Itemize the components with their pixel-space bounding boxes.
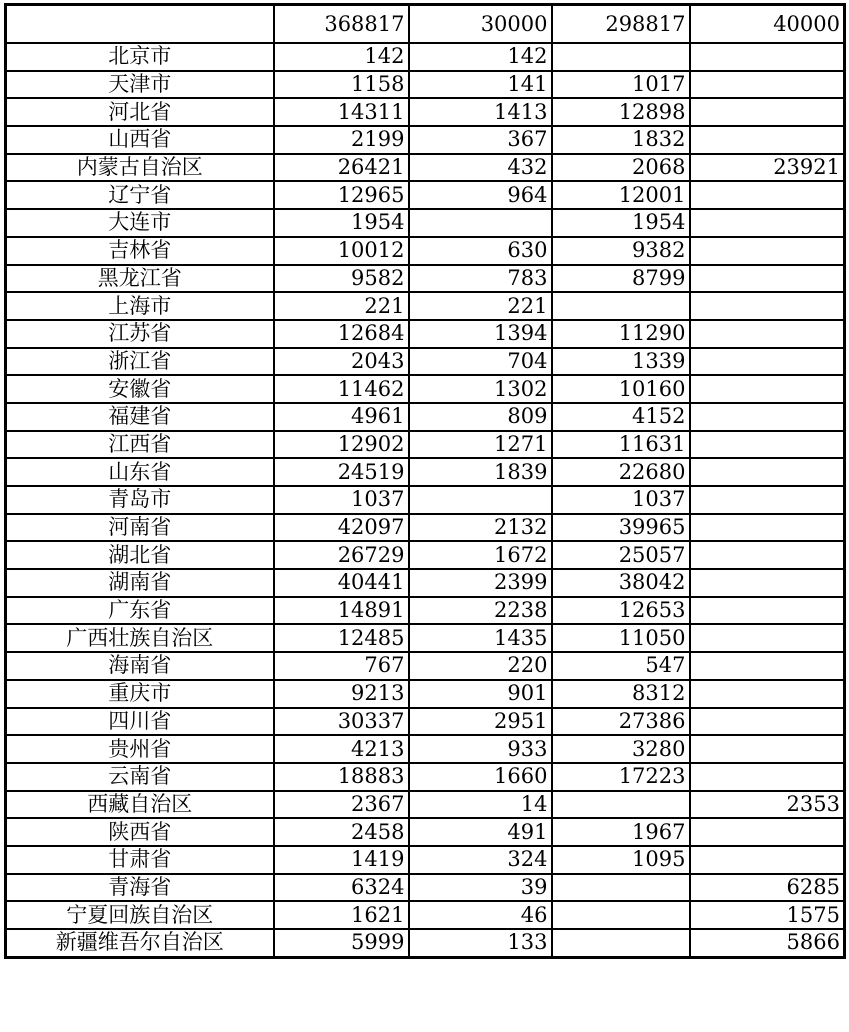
cell-col-b: 432 — [409, 154, 552, 182]
cell-region-name: 西藏自治区 — [6, 791, 274, 819]
cell-col-c: 547 — [552, 652, 690, 680]
table-row — [6, 320, 845, 348]
cell-region-name: 海南省 — [6, 652, 274, 680]
table-row — [6, 403, 845, 431]
cell-col-d — [690, 71, 845, 99]
cell-col-c: 4152 — [552, 403, 690, 431]
cell-total: 221 — [274, 292, 409, 320]
cell-col-d — [690, 98, 845, 126]
cell-col-c: 8799 — [552, 265, 690, 293]
cell-col-c: 11290 — [552, 320, 690, 348]
cell-col-d — [690, 237, 845, 265]
table-row — [6, 708, 845, 736]
table-row — [6, 209, 845, 237]
header-cell-col-c: 298817 — [552, 5, 690, 44]
cell-col-c — [552, 901, 690, 929]
cell-col-c: 25057 — [552, 541, 690, 569]
cell-col-b: 630 — [409, 237, 552, 265]
cell-region-name: 安徽省 — [6, 375, 274, 403]
table-row — [6, 126, 845, 154]
cell-region-name: 宁夏回族自治区 — [6, 901, 274, 929]
cell-total: 1037 — [274, 486, 409, 514]
cell-total: 1621 — [274, 901, 409, 929]
cell-total: 12902 — [274, 431, 409, 459]
cell-col-d — [690, 431, 845, 459]
cell-col-c: 12001 — [552, 181, 690, 209]
cell-col-c: 39965 — [552, 514, 690, 542]
cell-col-d: 1575 — [690, 901, 845, 929]
table-row — [6, 181, 845, 209]
cell-col-b: 901 — [409, 680, 552, 708]
cell-total: 9582 — [274, 265, 409, 293]
cell-col-b: 1660 — [409, 763, 552, 791]
cell-col-c: 1954 — [552, 209, 690, 237]
cell-col-d — [690, 763, 845, 791]
cell-col-d: 2353 — [690, 791, 845, 819]
cell-region-name: 山东省 — [6, 458, 274, 486]
cell-total: 9213 — [274, 680, 409, 708]
cell-col-b: 964 — [409, 181, 552, 209]
cell-col-d — [690, 126, 845, 154]
table-row — [6, 791, 845, 819]
cell-col-d — [690, 265, 845, 293]
cell-col-b: 367 — [409, 126, 552, 154]
cell-col-b: 39 — [409, 874, 552, 902]
cell-col-b: 1672 — [409, 541, 552, 569]
cell-region-name: 青海省 — [6, 874, 274, 902]
table-row — [6, 874, 845, 902]
header-row — [6, 5, 845, 44]
table-row — [6, 154, 845, 182]
cell-col-d — [690, 458, 845, 486]
cell-col-d — [690, 846, 845, 874]
cell-col-c: 12898 — [552, 98, 690, 126]
cell-col-d — [690, 541, 845, 569]
table-row — [6, 431, 845, 459]
cell-col-d — [690, 43, 845, 71]
table-row — [6, 348, 845, 376]
cell-col-c: 2068 — [552, 154, 690, 182]
cell-region-name: 贵州省 — [6, 735, 274, 763]
cell-col-b: 1435 — [409, 624, 552, 652]
cell-total: 12485 — [274, 624, 409, 652]
table-row — [6, 486, 845, 514]
cell-total: 5999 — [274, 929, 409, 957]
table-row — [6, 818, 845, 846]
cell-col-c: 22680 — [552, 458, 690, 486]
cell-region-name: 北京市 — [6, 43, 274, 71]
table-row — [6, 514, 845, 542]
cell-col-d — [690, 209, 845, 237]
cell-region-name: 内蒙古自治区 — [6, 154, 274, 182]
cell-region-name: 吉林省 — [6, 237, 274, 265]
cell-total: 2458 — [274, 818, 409, 846]
cell-col-b: 704 — [409, 348, 552, 376]
table-row — [6, 98, 845, 126]
table-row — [6, 237, 845, 265]
table-row — [6, 901, 845, 929]
cell-col-c — [552, 874, 690, 902]
cell-total: 26421 — [274, 154, 409, 182]
cell-total: 14311 — [274, 98, 409, 126]
cell-region-name: 黑龙江省 — [6, 265, 274, 293]
table-row — [6, 652, 845, 680]
cell-region-name: 新疆维吾尔自治区 — [6, 929, 274, 957]
cell-col-b: 2399 — [409, 569, 552, 597]
cell-col-d — [690, 569, 845, 597]
cell-region-name: 湖北省 — [6, 541, 274, 569]
table-row — [6, 541, 845, 569]
cell-region-name: 浙江省 — [6, 348, 274, 376]
table-row — [6, 43, 845, 71]
cell-region-name: 江西省 — [6, 431, 274, 459]
cell-col-c: 11050 — [552, 624, 690, 652]
cell-col-d — [690, 181, 845, 209]
cell-col-c: 12653 — [552, 597, 690, 625]
cell-col-b: 46 — [409, 901, 552, 929]
header-cell-region-name — [6, 5, 274, 44]
cell-total: 2199 — [274, 126, 409, 154]
cell-total: 767 — [274, 652, 409, 680]
table-row — [6, 735, 845, 763]
cell-total: 1419 — [274, 846, 409, 874]
cell-total: 4961 — [274, 403, 409, 431]
cell-col-b: 933 — [409, 735, 552, 763]
cell-region-name: 大连市 — [6, 209, 274, 237]
cell-col-b: 2132 — [409, 514, 552, 542]
table-row — [6, 846, 845, 874]
cell-col-b: 142 — [409, 43, 552, 71]
cell-col-b: 14 — [409, 791, 552, 819]
cell-col-d — [690, 708, 845, 736]
cell-col-b: 2951 — [409, 708, 552, 736]
table-row — [6, 929, 845, 957]
cell-col-c — [552, 292, 690, 320]
cell-total: 40441 — [274, 569, 409, 597]
cell-col-b: 1271 — [409, 431, 552, 459]
cell-col-c: 1095 — [552, 846, 690, 874]
cell-col-c: 1832 — [552, 126, 690, 154]
table-row — [6, 763, 845, 791]
header-cell-total: 368817 — [274, 5, 409, 44]
cell-region-name: 云南省 — [6, 763, 274, 791]
cell-total: 4213 — [274, 735, 409, 763]
header-cell-col-b: 30000 — [409, 5, 552, 44]
table-row — [6, 680, 845, 708]
table-row — [6, 292, 845, 320]
cell-col-d — [690, 486, 845, 514]
cell-total: 2367 — [274, 791, 409, 819]
cell-region-name: 江苏省 — [6, 320, 274, 348]
cell-total: 2043 — [274, 348, 409, 376]
cell-region-name: 上海市 — [6, 292, 274, 320]
cell-col-d — [690, 597, 845, 625]
cell-col-c — [552, 791, 690, 819]
cell-total: 12684 — [274, 320, 409, 348]
cell-col-b: 141 — [409, 71, 552, 99]
cell-col-c: 8312 — [552, 680, 690, 708]
cell-col-b: 324 — [409, 846, 552, 874]
cell-col-d: 5866 — [690, 929, 845, 957]
cell-col-b: 1413 — [409, 98, 552, 126]
cell-region-name: 青岛市 — [6, 486, 274, 514]
cell-region-name: 湖南省 — [6, 569, 274, 597]
cell-col-c: 3280 — [552, 735, 690, 763]
cell-col-b — [409, 486, 552, 514]
table-row — [6, 624, 845, 652]
table-row — [6, 569, 845, 597]
cell-region-name: 辽宁省 — [6, 181, 274, 209]
table-row — [6, 597, 845, 625]
cell-region-name: 福建省 — [6, 403, 274, 431]
cell-total: 11462 — [274, 375, 409, 403]
cell-total: 18883 — [274, 763, 409, 791]
cell-region-name: 四川省 — [6, 708, 274, 736]
cell-total: 142 — [274, 43, 409, 71]
cell-col-c: 1017 — [552, 71, 690, 99]
cell-col-d — [690, 403, 845, 431]
header-cell-col-d: 40000 — [690, 5, 845, 44]
cell-region-name: 天津市 — [6, 71, 274, 99]
cell-total: 6324 — [274, 874, 409, 902]
cell-col-d — [690, 652, 845, 680]
cell-col-d — [690, 292, 845, 320]
cell-region-name: 广东省 — [6, 597, 274, 625]
cell-col-c: 10160 — [552, 375, 690, 403]
cell-col-d — [690, 680, 845, 708]
cell-col-c — [552, 43, 690, 71]
table-row — [6, 265, 845, 293]
cell-col-c: 1967 — [552, 818, 690, 846]
table-row — [6, 71, 845, 99]
cell-total: 42097 — [274, 514, 409, 542]
cell-col-b: 1839 — [409, 458, 552, 486]
table-row — [6, 375, 845, 403]
cell-col-c — [552, 929, 690, 957]
cell-col-d — [690, 375, 845, 403]
cell-col-b: 809 — [409, 403, 552, 431]
cell-col-c: 1037 — [552, 486, 690, 514]
cell-region-name: 河南省 — [6, 514, 274, 542]
cell-total: 24519 — [274, 458, 409, 486]
cell-region-name: 河北省 — [6, 98, 274, 126]
cell-col-b: 1302 — [409, 375, 552, 403]
cell-col-b — [409, 209, 552, 237]
cell-col-b: 133 — [409, 929, 552, 957]
cell-col-d — [690, 514, 845, 542]
cell-col-d: 6285 — [690, 874, 845, 902]
cell-col-c: 27386 — [552, 708, 690, 736]
cell-total: 10012 — [274, 237, 409, 265]
cell-col-b: 221 — [409, 292, 552, 320]
cell-col-d — [690, 320, 845, 348]
cell-col-c: 38042 — [552, 569, 690, 597]
cell-col-c: 9382 — [552, 237, 690, 265]
cell-col-b: 2238 — [409, 597, 552, 625]
cell-col-d — [690, 818, 845, 846]
cell-col-d — [690, 624, 845, 652]
table-row — [6, 458, 845, 486]
data-table — [4, 3, 846, 959]
cell-col-c: 1339 — [552, 348, 690, 376]
cell-region-name: 甘肃省 — [6, 846, 274, 874]
cell-region-name: 重庆市 — [6, 680, 274, 708]
cell-total: 14891 — [274, 597, 409, 625]
cell-col-b: 491 — [409, 818, 552, 846]
cell-col-b: 220 — [409, 652, 552, 680]
cell-total: 12965 — [274, 181, 409, 209]
cell-total: 1954 — [274, 209, 409, 237]
cell-total: 1158 — [274, 71, 409, 99]
cell-col-b: 783 — [409, 265, 552, 293]
cell-col-d — [690, 348, 845, 376]
cell-col-c: 17223 — [552, 763, 690, 791]
cell-col-b: 1394 — [409, 320, 552, 348]
cell-col-c: 11631 — [552, 431, 690, 459]
cell-region-name: 广西壮族自治区 — [6, 624, 274, 652]
cell-region-name: 山西省 — [6, 126, 274, 154]
cell-total: 30337 — [274, 708, 409, 736]
cell-region-name: 陕西省 — [6, 818, 274, 846]
cell-total: 26729 — [274, 541, 409, 569]
cell-col-d — [690, 735, 845, 763]
cell-col-d: 23921 — [690, 154, 845, 182]
